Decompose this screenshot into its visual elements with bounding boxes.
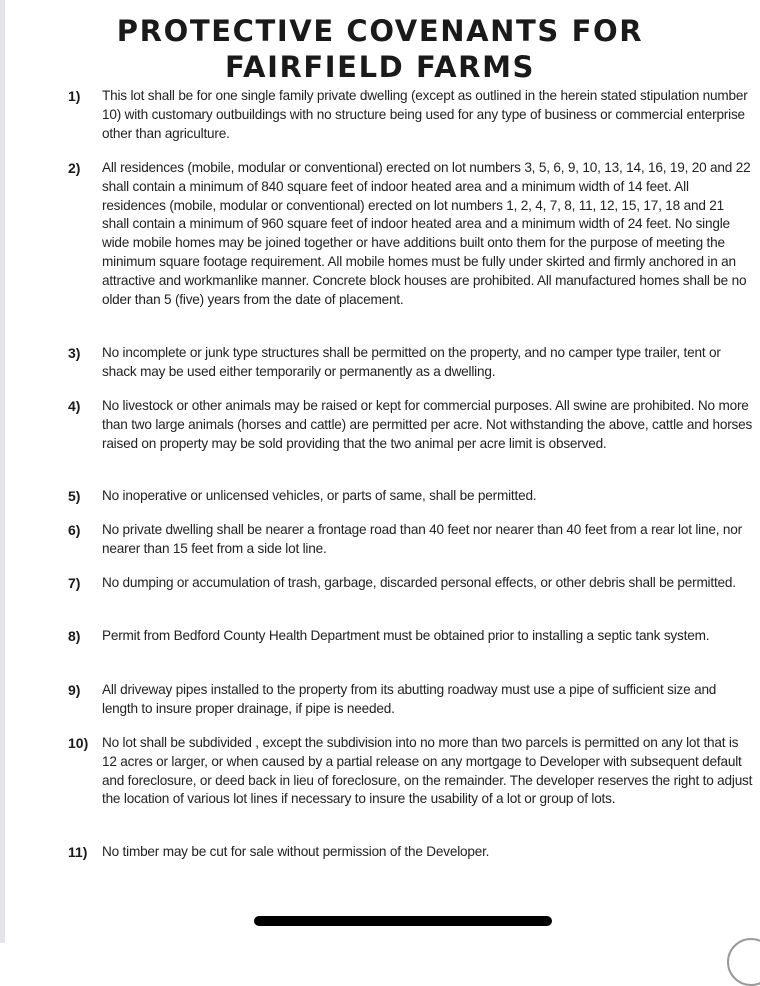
floating-circle-button-icon[interactable] xyxy=(727,938,760,986)
covenant-item-8 xyxy=(68,627,758,646)
home-indicator-bar[interactable] xyxy=(254,916,552,926)
covenant-item-7 xyxy=(68,574,758,593)
item-text: This lot shall be for one single family private dwelling (except as outlined in the herein stated stipulation number 10) with customary outbuildings with no structure being used for any type of business or commercial enterprise other than agriculture. xyxy=(102,88,748,141)
item-text: Permit from Bedford County Health Department must be obtained prior to installing a septic tank system. xyxy=(102,628,710,643)
item-number: 5) xyxy=(68,488,81,504)
item-text: No inoperative or unlicensed vehicles, or parts of same, shall be permitted. xyxy=(102,488,537,503)
item-number: 7) xyxy=(68,575,81,591)
item-number: 9) xyxy=(68,682,81,698)
covenant-item-5 xyxy=(68,487,758,506)
item-text: No timber may be cut for sale without permission of the Developer. xyxy=(102,844,490,859)
covenant-item-9 xyxy=(68,681,758,719)
item-number: 1) xyxy=(68,88,81,104)
covenant-item-3 xyxy=(68,344,758,382)
item-number: 6) xyxy=(68,522,81,538)
left-edge-strip xyxy=(0,0,5,943)
covenant-item-4 xyxy=(68,397,758,453)
item-text: No private dwelling shall be nearer a frontage road than 40 feet nor nearer than 40 feet from a rear lot line, nor nearer than 15 feet from a side lot line. xyxy=(102,522,742,556)
item-number: 2) xyxy=(68,160,81,176)
item-text: No lot shall be subdivided , except the subdivision into no more than two parcels is permitted on any lot that is 12 acres or larger, or when caused by a partial release on any mortgage to Developer with subsequent default and foreclosure, or deed back in lieu of foreclosure, on the remainder. The developer reserves the right to adjust the location of various lot lines if necessary to insure the usability of a lot or group of lots. xyxy=(102,735,753,807)
covenant-item-10 xyxy=(68,734,758,809)
item-text: No dumping or accumulation of trash, garbage, discarded personal effects, or other debris shall be permitted. xyxy=(102,575,736,590)
item-number: 4) xyxy=(68,398,81,414)
item-text: All residences (mobile, modular or conventional) erected on lot numbers 3, 5, 6, 9, 10, 13, 14, 16, 19, 20 and 22 shall contain a minimum of 840 square feet of indoor heated area and a minimum width of 14 feet. All residences (mobile, modular or conventional) erected on lot numbers 1, 2, 4, 7, 8, 11, 12, 15, 17, 18 and 21 shall contain a minimum of 960 square feet of indoor heated area and a minimum width of 24 feet. No single wide mobile homes may be joined together or have additions built onto them for the purpose of meeting the minimum square footage requirement. All mobile homes must be fully under skirted and firmly anchored in an attractive and workmanlike manner. Concrete block houses are prohibited. All manufactured homes shall be no older than 5 (five) years from the date of placement. xyxy=(102,160,751,307)
covenant-item-11 xyxy=(68,843,758,862)
item-text: No incomplete or junk type structures shall be permitted on the property, and no camper type trailer, tent or shack may be used either temporarily or permanently as a dwelling. xyxy=(102,345,721,379)
title-line-1: PROTECTIVE COVENANTS FOR xyxy=(116,14,644,48)
item-text: All driveway pipes installed to the property from its abutting roadway must use a pipe of sufficient size and length to insure proper drainage, if pipe is needed. xyxy=(102,682,717,716)
covenant-item-2 xyxy=(68,159,758,309)
item-number: 8) xyxy=(68,628,81,644)
covenant-item-1 xyxy=(68,87,758,143)
item-number: 3) xyxy=(68,345,81,361)
item-text: No livestock or other animals may be raised or kept for commercial purposes. All swine are prohibited. No more than two large animals (horses and cattle) are permitted per acre. Not withstanding the above, cattle and horses raised on property may be sold providing that the two animal per acre limit is observed. xyxy=(102,398,753,451)
covenant-item-6 xyxy=(68,521,758,559)
item-number: 10) xyxy=(68,735,89,751)
item-number: 11) xyxy=(68,844,88,860)
title-line-2: FAIRFIELD FARMS xyxy=(224,50,536,84)
